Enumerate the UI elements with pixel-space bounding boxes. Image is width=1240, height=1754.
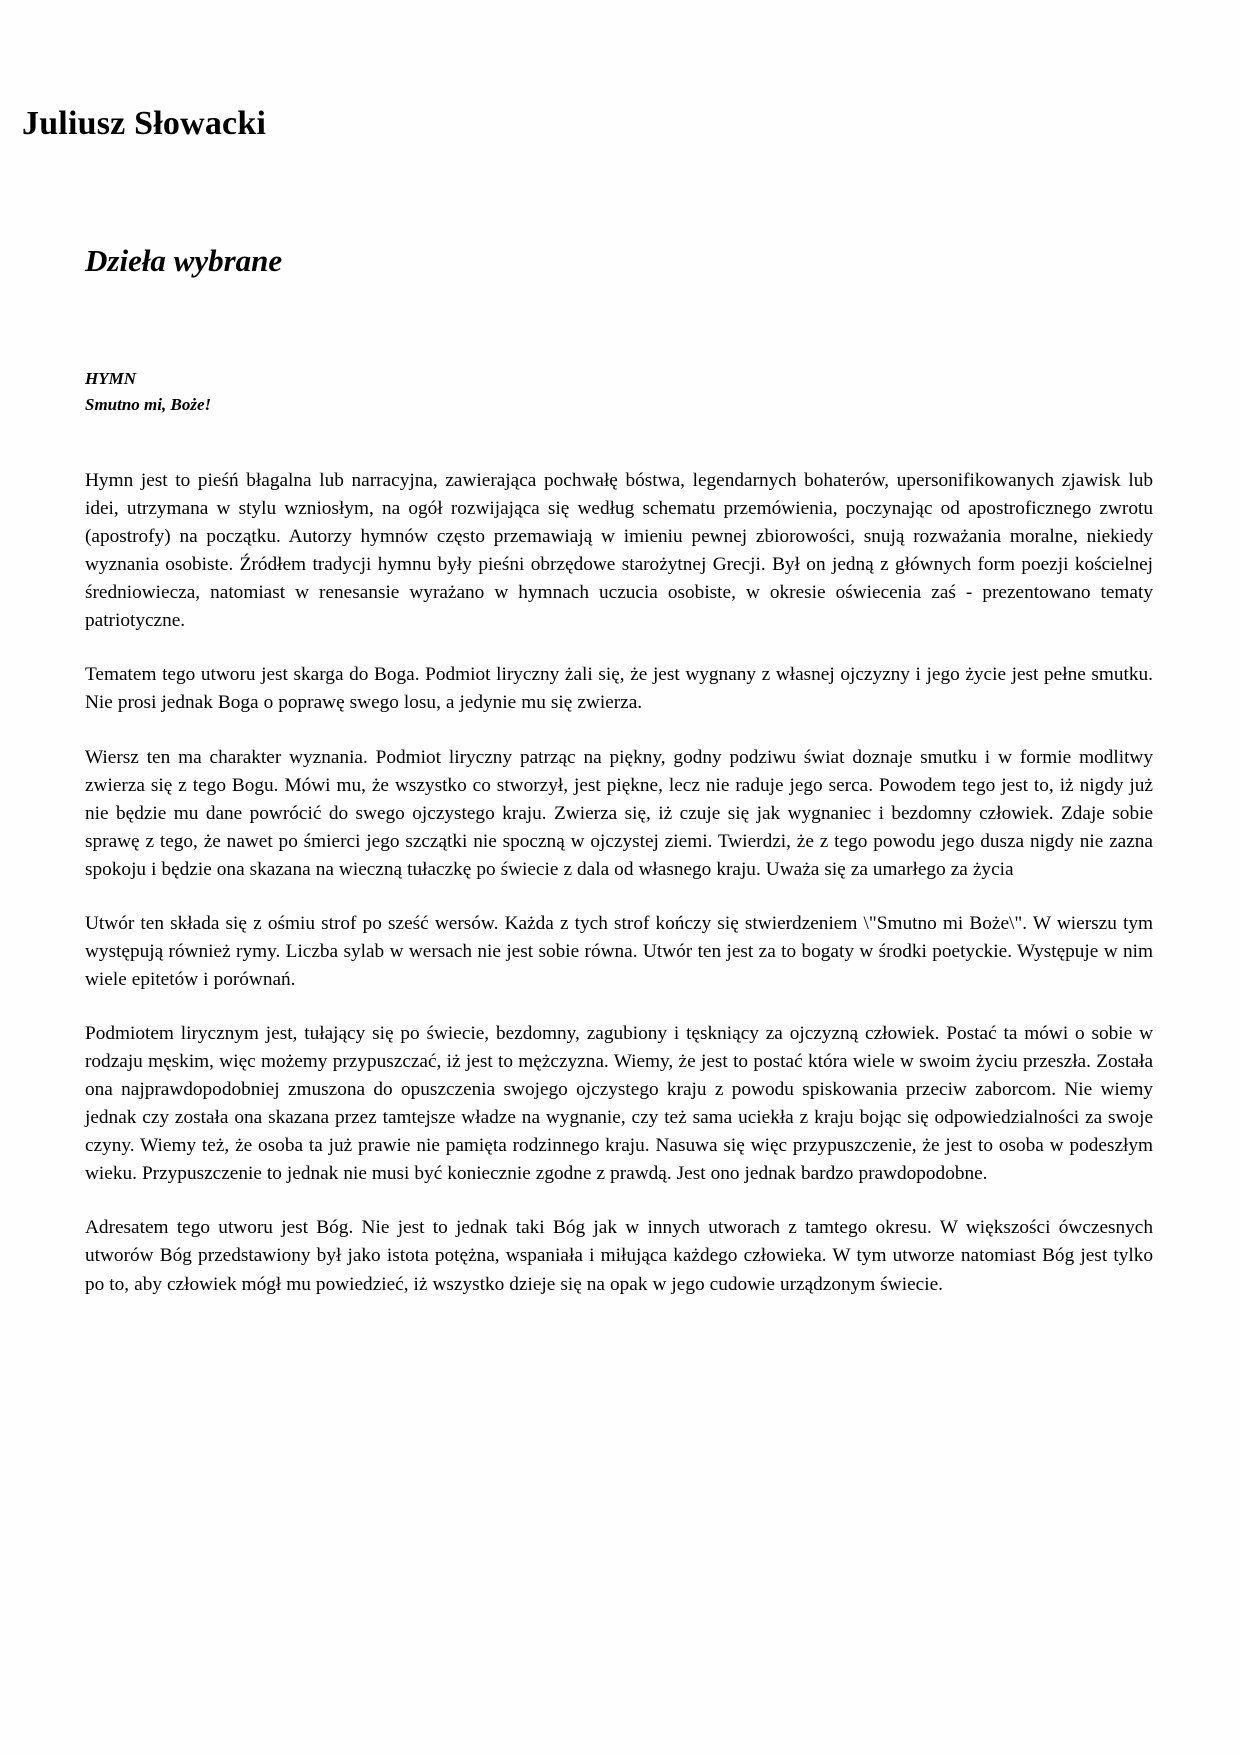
- section-heading-subtitle: Smutno mi, Boże!: [85, 395, 212, 415]
- paragraph: Podmiotem lirycznym jest, tułający się po świecie, bezdomny, zagubiony i tęskniący za ojczyzną człowiek. Postać ta mówi o sobie w rodzaju męskim, więc możemy przypuszczać, iż jest to mężczyzna. Wiemy, że jest to postać która wiele w swoim życiu przeszła. Została ona najprawdopodobniej zmuszona do opuszczenia swojego ojczystego kraju z powodu spiskowania przeciw zaborcom. Nie wiemy jednak czy została ona skazana przez tamtejsze władze na wygnanie, czy też sama uciekła z kraju bojąc się odpowiedzialności za swoje czyny. Wiemy też, że osoba ta już prawie nie pamięta rodzinnego kraju. Nasuwa się więc przypuszczenie, że jest to osoba w podeszłym wieku. Przypuszczenie to jednak nie musi być koniecznie zgodne z prawdą. Jest ono jednak bardzo prawdopodobne.: [85, 1023, 1153, 1185]
- paragraph: Tematem tego utworu jest skarga do Boga. Podmiot liryczny żali się, że jest wygnany z własnej ojczyzny i jego życie jest pełne smutku. Nie prosi jednak Boga o poprawę swego losu, a jedynie mu się zwierza.: [85, 664, 1153, 714]
- section-heading-group: [85, 366, 211, 419]
- body-text: [85, 467, 1153, 1299]
- paragraph: Utwór ten składa się z ośmiu strof po sześć wersów. Każda z tych strof kończy się stwierdzeniem \"Smutno mi Boże\". W wierszu tym występują również rymy. Liczba sylab w wersach nie jest sobie równa. Utwór ten jest za to bogaty w środki poetyckie. Występuje w nim wiele epitetów i porównań.: [85, 912, 1153, 990]
- paragraph: Hymn jest to pieśń błagalna lub narracyjna, zawierająca pochwałę bóstwa, legendarnych bohaterów, upersonifikowanych zjawisk lub idei, utrzymana w stylu wzniosłym, na ogół rozwijająca się według schematu przemówienia, poczynając od apostroficznego zwrotu (apostrofy) na początku. Autorzy hymnów często przemawiają w imieniu pewnej zbiorowości, snują rozważania moralne, niekiedy wyznania osobiste. Źródłem tradycji hymnu były pieśni obrzędowe starożytnej Grecji. Był on jedną z głównych form poezji kościelnej średniowiecza, natomiast w renesansie wyrażano w hymnach uczucia osobiste, w okresie oświecenia zaś - prezentowano tematy patriotyczne.: [85, 470, 1153, 632]
- paragraph: Wiersz ten ma charakter wyznania. Podmiot liryczny patrząc na piękny, godny podziwu świat doznaje smutku i w formie modlitwy zwierza się z tego Bogu. Mówi mu, że wszystko co stworzył, jest piękne, lecz nie raduje jego serca. Powodem tego jest to, iż nigdy już nie będzie mu dane powrócić do swego ojczystego kraju. Zwierza się, iż czuje się jak wygnaniec i bezdomny człowiek. Zdaje sobie sprawę z tego, że nawet po śmierci jego szczątki nie spoczną w ojczystej ziemi. Twierdzi, że z tego powodu jego dusza nigdy nie zazna spokoju i będzie ona skazana na wieczną tułaczkę po świecie z dala od własnego kraju. Uważa się za umarłego za życia: [85, 746, 1153, 880]
- section-heading-title: HYMN: [85, 369, 136, 388]
- paragraph: Adresatem tego utworu jest Bóg. Nie jest to jednak taki Bóg jak w innych utworach z tamtego okresu. W większości ówczesnych utworów Bóg przedstawiony był jako istota potężna, wspaniała i miłująca każdego człowieka. W tym utworze natomiast Bóg jest tylko po to, aby człowiek mógł mu powiedzieć, iż wszystko dzieje się na opak w jego cudowie urządzonym świecie.: [85, 1217, 1153, 1295]
- collection-title: Dzieła wybrane: [85, 242, 283, 278]
- page-title: Juliusz Słowacki: [22, 104, 267, 142]
